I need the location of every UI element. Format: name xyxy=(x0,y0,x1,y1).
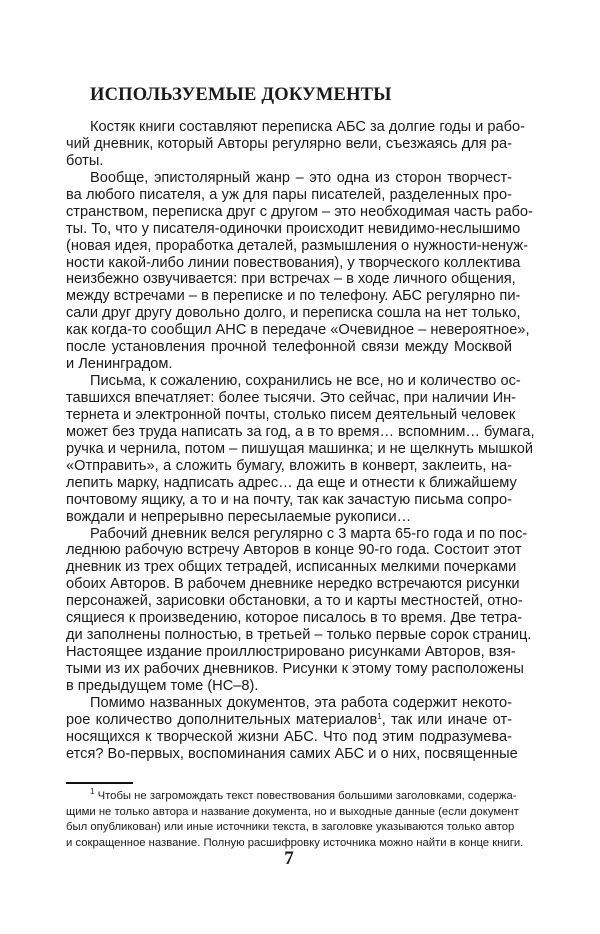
footnote-divider xyxy=(66,782,133,784)
text-line: «Отправить», а сложить бумагу, вложить в конверт, заклеить, на- xyxy=(66,457,512,474)
paragraph xyxy=(66,169,533,373)
text-line: персонажей, зарисовки обстановки, а то и карты местностей, отно- xyxy=(66,593,523,610)
paragraph xyxy=(66,694,518,763)
text-line: (новая идея, проработка деталей, размышления о нужности-ненуж- xyxy=(66,237,528,254)
text-line: сящиеся к произведению, которое писалось в то время. Две тетра- xyxy=(66,610,523,627)
paragraph xyxy=(66,119,525,170)
text-line: может без труда написать за год, а в то время… вспомним… бумага, xyxy=(66,423,535,440)
text-line: ты. То, что у писателя-одиночки происходит невидимо-неслышимо xyxy=(66,220,521,237)
text-line: рое количество дополнительных материалов$^1$, так или иначе от- xyxy=(66,711,512,728)
text-line: Настоящее издание проиллюстрировано рисунками Авторов, взя- xyxy=(66,644,516,661)
text-line: обоих Авторов. В рабочем дневнике нередко встречаются рисунки xyxy=(66,576,520,593)
footnote-marker: 1 xyxy=(377,711,382,721)
text-line: ручка и чернила, потом – пишущая машинка; и не щелкнуть мышкой xyxy=(66,440,534,457)
footnote xyxy=(66,787,524,851)
text-line: тавшихся впечатляет: более тысячи. Это сейчас, при наличии Ин- xyxy=(66,390,517,406)
text-line: чий дневник, который Авторы регулярно вели, съезжаясь для ра- xyxy=(66,135,512,152)
text-line: неизбежно озвучивается: при встречах – в ходе личного общения, xyxy=(66,271,516,288)
text-line: тернета и электронной почты, столько писем деятельный человек xyxy=(66,406,516,423)
text-line: ности какой-либо линии повествования), у творческого коллектива xyxy=(66,254,521,271)
footnote-marker: 1 xyxy=(90,787,95,796)
footnote-line: и сокращенное название. Полную расшифровку источника можно найти в конце книги. xyxy=(66,836,524,849)
section-heading: ИСПОЛЬЗУЕМЫЕ ДОКУМЕНТЫ xyxy=(90,85,392,105)
text-line: лепить марку, надписать адрес… да еще и отнести к ближайшему xyxy=(66,474,517,491)
text-line: дневник из трех общих тетрадей, исписанных мелкими почерками xyxy=(66,559,517,576)
text-line: носящихся к творческой жизни АБС. Что под этим подразумева- xyxy=(66,728,512,745)
body-text xyxy=(66,119,535,763)
text-line: Рабочий дневник велся регулярно с 3 марта 65-го года и по пос- xyxy=(90,525,528,542)
text-line: вождали и непрерывно пересылаемые рукописи… xyxy=(66,508,412,525)
text-line: боты. xyxy=(66,152,104,169)
text-line: Помимо названных документов, эта работа содержит некото- xyxy=(90,694,512,711)
text-line: леднюю рабочую встречу Авторов в конце 90-го года. Состоит этот xyxy=(66,542,522,559)
text-line: как когда-то сообщил АНС в передаче «Очевидное – невероятное», xyxy=(66,322,530,339)
text-line: ди заполнены полностью, в третьей – только первые сорок страниц. xyxy=(66,627,532,644)
text-line: почтовому ящику, а то и на почту, так как зачастую письма сопро- xyxy=(66,491,512,508)
text-line: странством, переписка друг с другом – это необходимая часть рабо- xyxy=(66,203,533,220)
footnote-line: щими не только автора и название документа, но и выходные данные (если документ xyxy=(66,805,519,818)
footnote-line: $^1$ Чтобы не загромождать текст повествования большими заголовками, содержа- xyxy=(90,787,517,802)
text-line: ва любого писателя, а уж для пары писателей, разделенных про- xyxy=(66,186,512,203)
footnote-line: был опубликован) или иные источники текста, в заголовке указываются только автор xyxy=(66,821,515,834)
text-line: и Ленинградом. xyxy=(66,356,173,373)
text-line: тыми из их рабочих дневников. Рисунки к этому тому расположены xyxy=(66,661,524,677)
text-line: Вообще, эпистолярный жанр – это одна из сторон творчест- xyxy=(90,169,512,186)
text-line: между встречами – в переписке и по телефону. АБС регулярно пи- xyxy=(66,288,521,305)
text-line: Письма, к сожалению, сохранились не все, но и количество ос- xyxy=(90,373,521,390)
text-line: Костяк книги составляют переписка АБС за долгие годы и рабо- xyxy=(90,119,525,135)
paragraph xyxy=(66,373,535,525)
text-line: после установления прочной телефонной связи между Москвой xyxy=(66,339,512,356)
paragraph xyxy=(66,525,532,695)
text-line: сали друг другу довольно долго, и переписка сошла на нет только, xyxy=(66,305,521,322)
text-line: в предыдущем томе (НС–8). xyxy=(66,677,259,694)
page-number: 7 xyxy=(284,848,294,869)
text-line: ется? Во-первых, воспоминания самих АБС и о них, посвященные xyxy=(66,745,518,762)
